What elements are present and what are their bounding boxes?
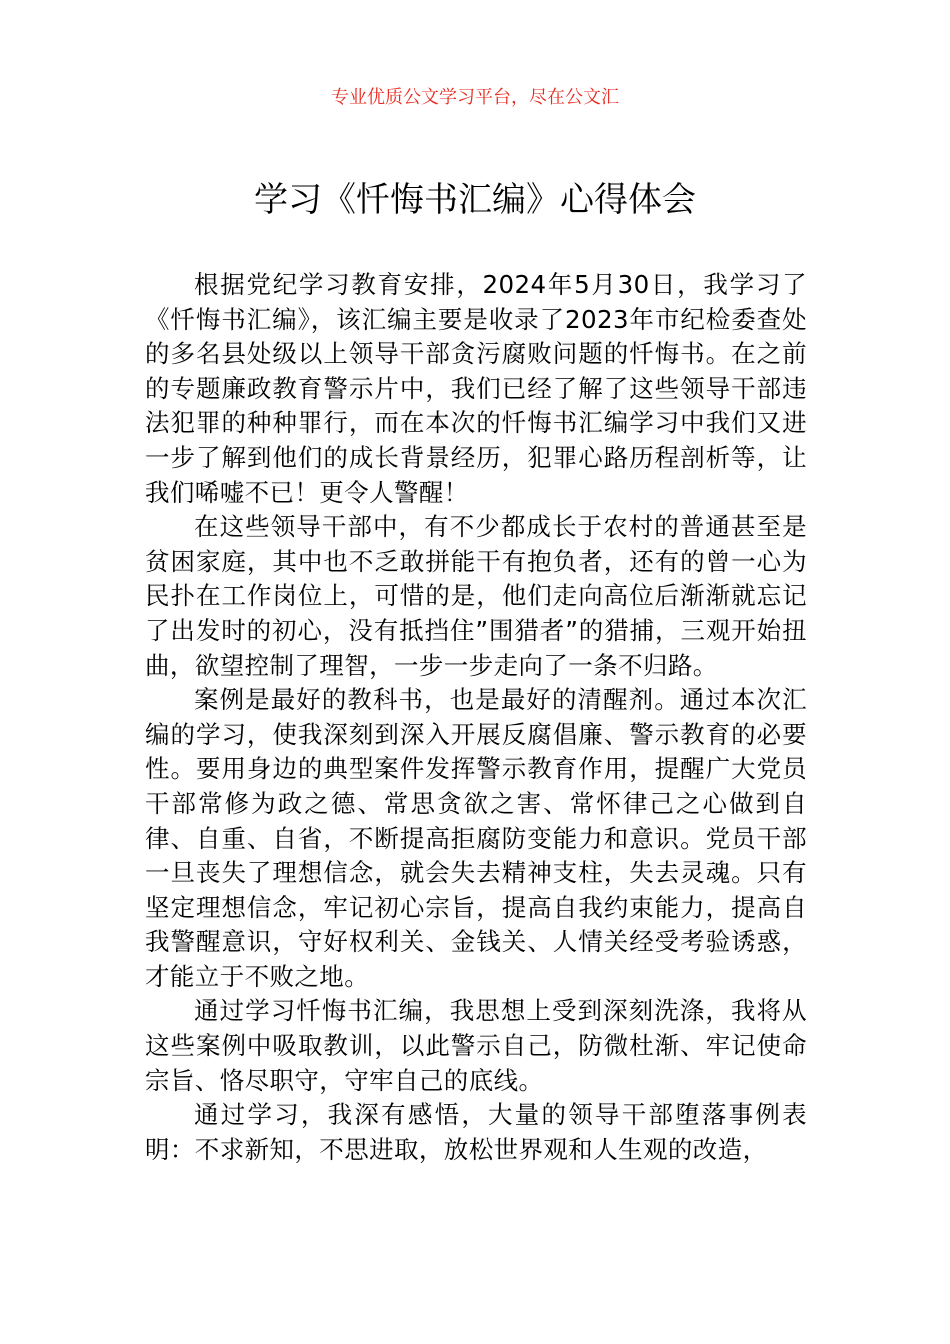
paragraph-2: 在这些领导干部中，有不少都成长于农村的普通甚至是贫困家庭，其中也不乏敢拼能干有抱负者，还有的曾一心为民扑在工作岗位上，可惜的是，他们走向高位后渐渐就忘记了出发时的初心，没有抵挡住”围猎者”的猎捕，三观开始扭曲，欲望控制了理智，一步一步走向了一条不归路。 xyxy=(145,512,807,680)
paragraph-4: 通过学习忏悔书汇编，我思想上受到深刻洗涤，我将从这些案例中吸取教训，以此警示自己，防微杜渐、牢记使命宗旨、恪尽职守，守牢自己的底线。 xyxy=(145,996,807,1095)
platform-slogan: 专业优质公文学习平台，尽在公文汇 xyxy=(331,87,619,108)
paragraph-5: 通过学习，我深有感悟，大量的领导干部堕落事例表明：不求新知，不思进取，放松世界观和人生观的改造， xyxy=(145,1100,807,1164)
paragraph-3: 案例是最好的教科书，也是最好的清醒剂。通过本次汇编的学习，使我深刻到深入开展反腐倡廉、警示教育的必要性。要用身边的典型案件发挥警示教育作用，提醒广大党员干部常修为政之德、常思贪欲之害、常怀律己之心做到自律、自重、自省，不断提高拒腐防变能力和意识。党员干部一旦丧失了理想信念，就会失去精神支柱，失去灵魂。只有坚定理想信念，牢记初心宗旨，提高自我约束能力，提高自我警醒意识，守好权利关、金钱关、人情关经受考验诱惑，才能立于不败之地。 xyxy=(145,685,807,991)
document-title: 学习《忏悔书汇编》心得体会 xyxy=(254,180,696,220)
paragraph-1: 根据党纪学习教育安排，2024年5月30日，我学习了《忏悔书汇编》，该汇编主要是收录了2023年市纪检委查处的多名县处级以上领导干部贪污腐败问题的忏悔书。在之前的专题廉政教育警示片中，我们已经了解了这些领导干部违法犯罪的种种罪行，而在本次的忏悔书汇编学习中我们又进一步了解到他们的成长背景经历，犯罪心路历程剖析等，让我们唏嘘不已！更令人警醒！ xyxy=(145,270,807,507)
document-body xyxy=(145,268,807,1167)
